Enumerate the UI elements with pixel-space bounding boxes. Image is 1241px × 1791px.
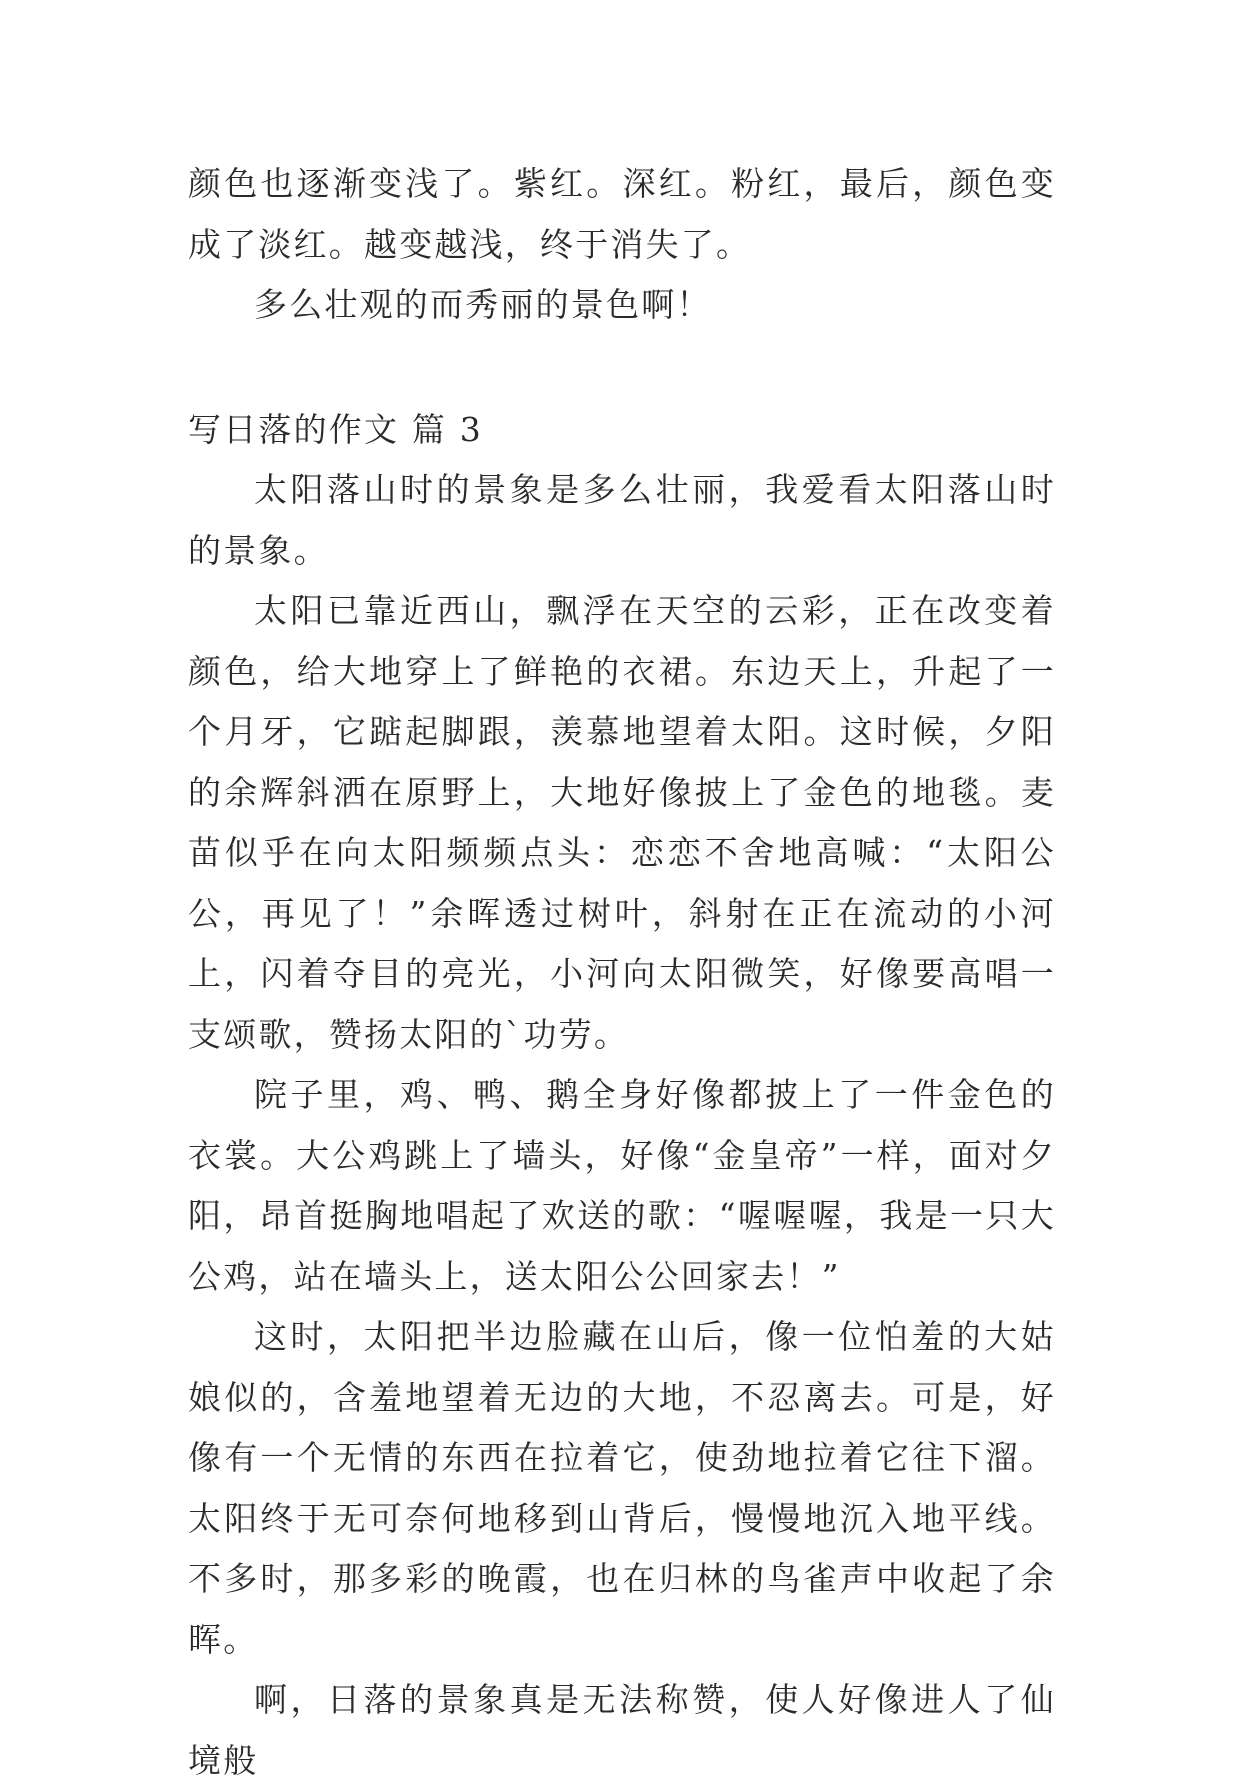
closing-line: 多么壮观的而秀丽的景色啊！ <box>254 285 712 324</box>
section-title: 写日落的作文 篇 3 <box>188 409 483 449</box>
document-body <box>188 154 1056 1791</box>
paragraph-5: 啊，日落的景象真是无法称赞，使人好像进人了仙境般 <box>188 1680 1056 1780</box>
paragraph-4: 这时，太阳把半边脸藏在山后，像一位怕羞的大姑娘似的，含羞地望着无边的大地，不忍离去。可是，好像有一个无情的东西在拉着它，使劲地拉着它往下溜。太阳终于无可奈何地移到山背后，慢慢地沉入地平线。不多时，那多彩的晚霞，也在归林的鸟雀声中收起了余晖。 <box>188 1317 1056 1659</box>
paragraph-2: 太阳已靠近西山，飘浮在天空的云彩，正在改变着颜色，给大地穿上了鲜艳的衣裙。东边天上，升起了一个月牙，它踮起脚跟，羡慕地望着太阳。这时候，夕阳的余辉斜洒在原野上，大地好像披上了金色的地毯。麦苗似乎在向太阳频频点头：恋恋不舍地高喊：“太阳公公，再见了！”余晖透过树叶，斜射在正在流动的小河上，闪着夺目的亮光，小河向太阳微笑，好像要高唱一支颂歌，赞扬太阳的`功劳。 <box>188 591 1056 1054</box>
paragraph-1: 太阳落山时的景象是多么壮丽，我爱看太阳落山时的景象。 <box>188 470 1056 570</box>
continued-paragraph: 颜色也逐渐变浅了。紫红。深红。粉红，最后，颜色变成了淡红。越变越浅，终于消失了。 <box>188 164 1056 264</box>
paragraph-3: 院子里，鸡、鸭、鹅全身好像都披上了一件金色的衣裳。大公鸡跳上了墙头，好像“金皇帝”一样，面对夕阳，昂首挺胸地唱起了欢送的歌：“喔喔喔，我是一只大公鸡，站在墙头上，送太阳公公回家去！” <box>188 1075 1056 1296</box>
